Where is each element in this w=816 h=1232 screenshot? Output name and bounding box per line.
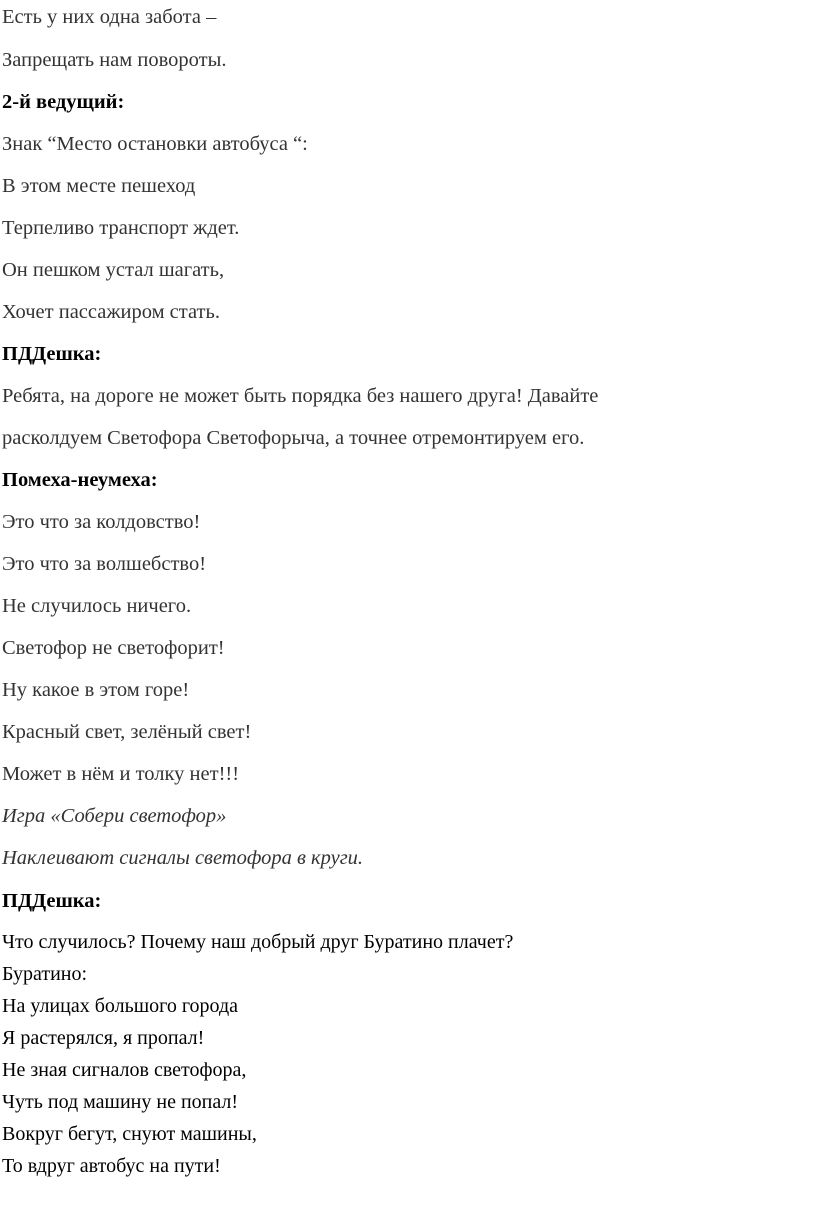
verse-line: Не случилось ничего. <box>2 595 192 617</box>
verse-line: Знак “Место остановки автобуса “: <box>2 133 308 155</box>
speaker-heading: Буратино: <box>2 963 88 985</box>
verse-line: Это что за волшебство! <box>2 553 207 575</box>
verse-line: Это что за колдовство! <box>2 511 201 533</box>
verse-line: Ну какое в этом горе! <box>2 679 190 701</box>
verse-line: Красный свет, зелёный свет! <box>2 721 252 743</box>
prose-line: расколдуем Светофора Светофорыча, а точнее отремонтируем его. <box>2 427 585 449</box>
stage-direction: Игра «Собери светофор» <box>2 805 227 827</box>
stage-direction: Наклеивают сигналы светофора в круги. <box>2 847 364 869</box>
verse-line: Хочет пассажиром стать. <box>2 301 220 323</box>
verse-line: Он пешком устал шагать, <box>2 259 225 281</box>
verse-line: Вокруг бегут, снуют машины, <box>2 1123 257 1145</box>
verse-line: Чуть под машину не попал! <box>2 1091 239 1113</box>
speaker-heading: Помеха-неумеха: <box>2 469 158 491</box>
verse-line: Запрещать нам повороты. <box>2 49 227 71</box>
speaker-heading: ПДДешка: <box>2 890 102 912</box>
speaker-heading: ПДДешка: <box>2 343 102 365</box>
verse-line: Есть у них одна забота – <box>2 6 217 28</box>
speaker-heading: 2-й ведущий: <box>2 91 125 113</box>
verse-line: Может в нём и толку нет!!! <box>2 763 240 785</box>
verse-line: Светофор не светофорит! <box>2 637 225 659</box>
prose-line: Ребята, на дороге не может быть порядка без нашего друга! Давайте <box>2 385 599 407</box>
verse-line: На улицах большого города <box>2 995 239 1017</box>
verse-line: В этом месте пешеход <box>2 175 196 197</box>
verse-line: Я растерялся, я пропал! <box>2 1027 205 1049</box>
verse-line: Не зная сигналов светофора, <box>2 1059 247 1081</box>
verse-line: Терпеливо транспорт ждет. <box>2 217 240 239</box>
verse-line: То вдруг автобус на пути! <box>2 1155 221 1177</box>
prose-line: Что случилось? Почему наш добрый друг Буратино плачет? <box>2 931 514 953</box>
